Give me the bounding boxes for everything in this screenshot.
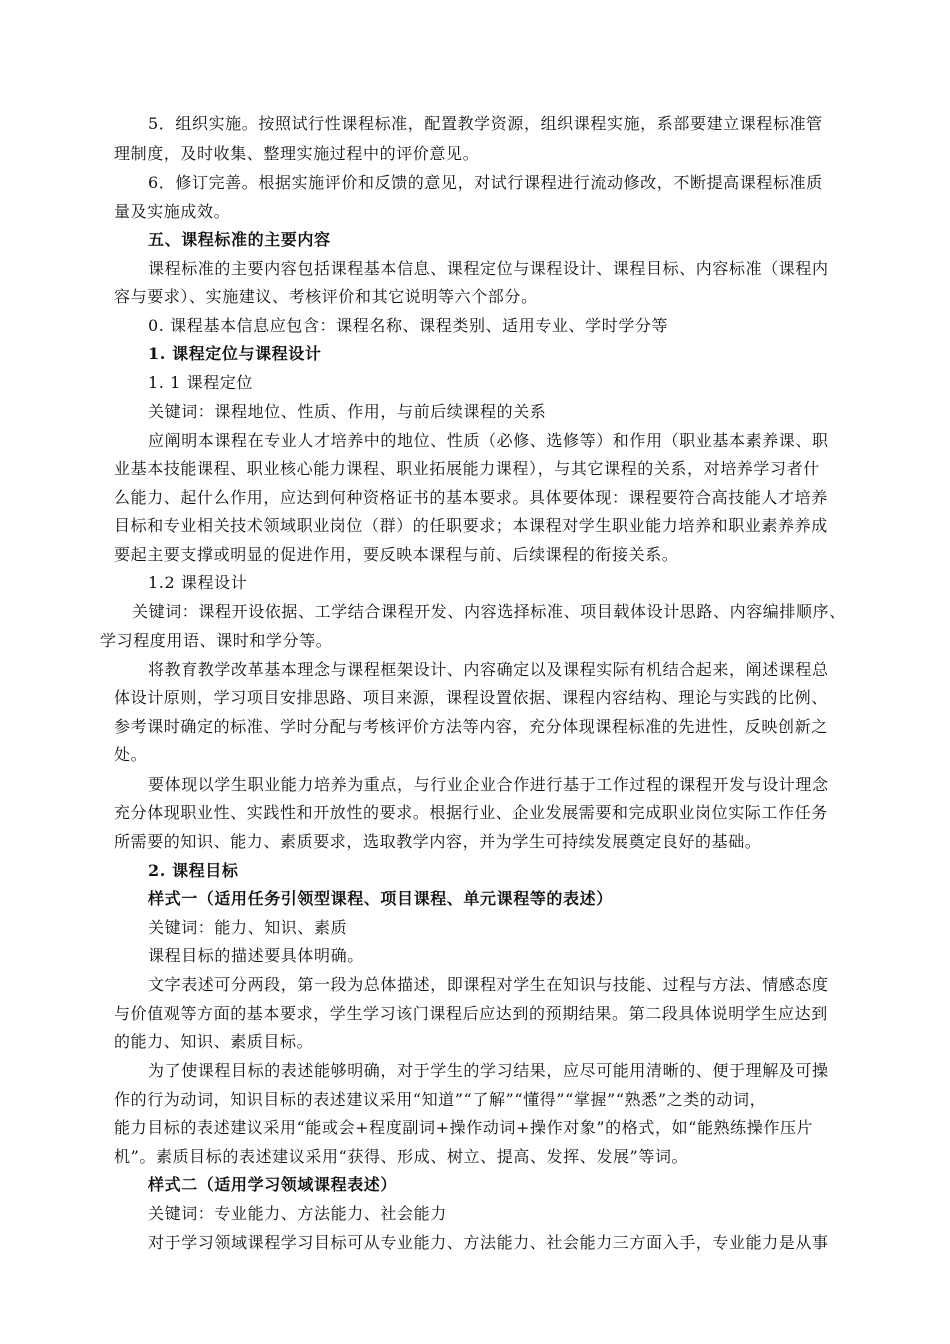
paragraph-line: 参考课时确定的标准、学时分配与考核评价方法等内容，充分体现课程标准的先进性，反映创新之 xyxy=(114,717,828,736)
paragraph-line: 容与要求）、实施建议、考核评价和其它说明等六个部分。 xyxy=(114,287,538,306)
paragraph-line: 关键词：能力、知识、素质 xyxy=(148,918,348,937)
paragraph-line: 量及实施成效。 xyxy=(114,202,231,221)
paragraph-line: 充分体现职业性、实践性和开放性的要求。根据行业、企业发展需要和完成职业岗位实际工作任务 xyxy=(114,803,828,822)
paragraph-line: 对于学习领域课程学习目标可从专业能力、方法能力、社会能力三方面入手，专业能力是从事 xyxy=(148,1233,829,1252)
paragraph-line: 处。 xyxy=(114,745,148,764)
paragraph-line: 业基本技能课程、职业核心能力课程、职业拓展能力课程），与其它课程的关系，对培养学习者什 xyxy=(114,459,820,478)
paragraph-line: 目标和专业相关技术领域职业岗位（群）的任职要求；本课程对学生职业能力培养和职业素养养成 xyxy=(114,516,828,535)
subsection-heading: 1.2 课程设计 xyxy=(148,573,248,592)
paragraph-line: 机”。素质目标的表述建议采用“获得、形成、树立、提高、发挥、发展”等词。 xyxy=(114,1147,689,1166)
paragraph-line: 要起主要支撑或明显的促进作用，要反映本课程与前、后续课程的衔接关系。 xyxy=(114,545,679,564)
paragraph-line: 关键词：课程地位、性质、作用，与前后续课程的关系 xyxy=(148,402,547,421)
style-heading: 样式二（适用学习领域课程表述） xyxy=(148,1175,398,1194)
section-heading: 五、课程标准的主要内容 xyxy=(148,230,331,249)
paragraph-line: 关键词：课程开设依据、工学结合课程开发、内容选择标准、项目载体设计思路、内容编排顺序、 xyxy=(132,602,846,621)
paragraph-line: 的能力、知识、素质目标。 xyxy=(114,1032,314,1051)
paragraph-line: 所需要的知识、能力、素质要求，选取教学内容，并为学生可持续发展奠定良好的基础。 xyxy=(114,832,762,851)
paragraph-line: 体设计原则，学习项目安排思路、项目来源，课程设置依据、课程内容结构、理论与实践的比例、 xyxy=(114,688,828,707)
paragraph-line: 6．修订完善。根据实施评价和反馈的意见，对试行课程进行流动修改，不断提高课程标准质 xyxy=(148,173,823,192)
paragraph-line: 理制度，及时收集、整理实施过程中的评价意见。 xyxy=(114,144,480,163)
paragraph-line: 关键词：专业能力、方法能力、社会能力 xyxy=(148,1204,447,1223)
paragraph-line: 学习程度用语、课时和学分等。 xyxy=(100,631,333,650)
paragraph-line: 课程标准的主要内容包括课程基本信息、课程定位与课程设计、课程目标、内容标准（课程内 xyxy=(148,259,829,278)
paragraph-line: 文字表述可分两段，第一段为总体描述，即课程对学生在知识与技能、过程与方法、情感态度 xyxy=(148,975,829,994)
paragraph-line: 应阐明本课程在专业人才培养中的地位、性质（必修、选修等）和作用（职业基本素养课、职 xyxy=(148,431,829,450)
paragraph-line: 么能力、起什么作用，应达到何种资格证书的基本要求。具体要体现：课程要符合高技能人才培养 xyxy=(114,488,828,507)
paragraph-line: 0. 课程基本信息应包含：课程名称、课程类别、适用专业、学时学分等 xyxy=(148,316,669,335)
paragraph-line: 能力目标的表述建议采用“能或会+程度副词+操作动词+操作对象”的格式，如“能熟练操作压片 xyxy=(114,1118,814,1137)
section-heading: 1. 课程定位与课程设计 xyxy=(148,344,322,363)
paragraph-line: 作的行为动词，知识目标的表述建议采用“知道”“了解”“懂得”“掌握”“熟悉”之类的动词， xyxy=(114,1090,767,1109)
paragraph-line: 5．组织实施。按照试行性课程标准，配置教学资源，组织课程实施，系部要建立课程标准管 xyxy=(148,114,823,133)
paragraph-line: 与价值观等方面的基本要求，学生学习该门课程后应达到的预期结果。第二段具体说明学生应达到 xyxy=(114,1004,828,1023)
paragraph-line: 为了使课程目标的表述能够明确，对于学生的学习结果，应尽可能用清晰的、便于理解及可操 xyxy=(148,1061,829,1080)
style-heading: 样式一（适用任务引领型课程、项目课程、单元课程等的表述） xyxy=(148,889,613,908)
section-heading: 2. 课程目标 xyxy=(148,861,239,880)
paragraph-line: 要体现以学生职业能力培养为重点，与行业企业合作进行基于工作过程的课程开发与设计理念 xyxy=(148,775,829,794)
paragraph-line: 将教育教学改革基本理念与课程框架设计、内容确定以及课程实际有机结合起来，阐述课程总 xyxy=(148,660,829,679)
paragraph-line: 课程目标的描述要具体明确。 xyxy=(148,946,364,965)
subsection-heading: 1. 1 课程定位 xyxy=(148,373,254,392)
